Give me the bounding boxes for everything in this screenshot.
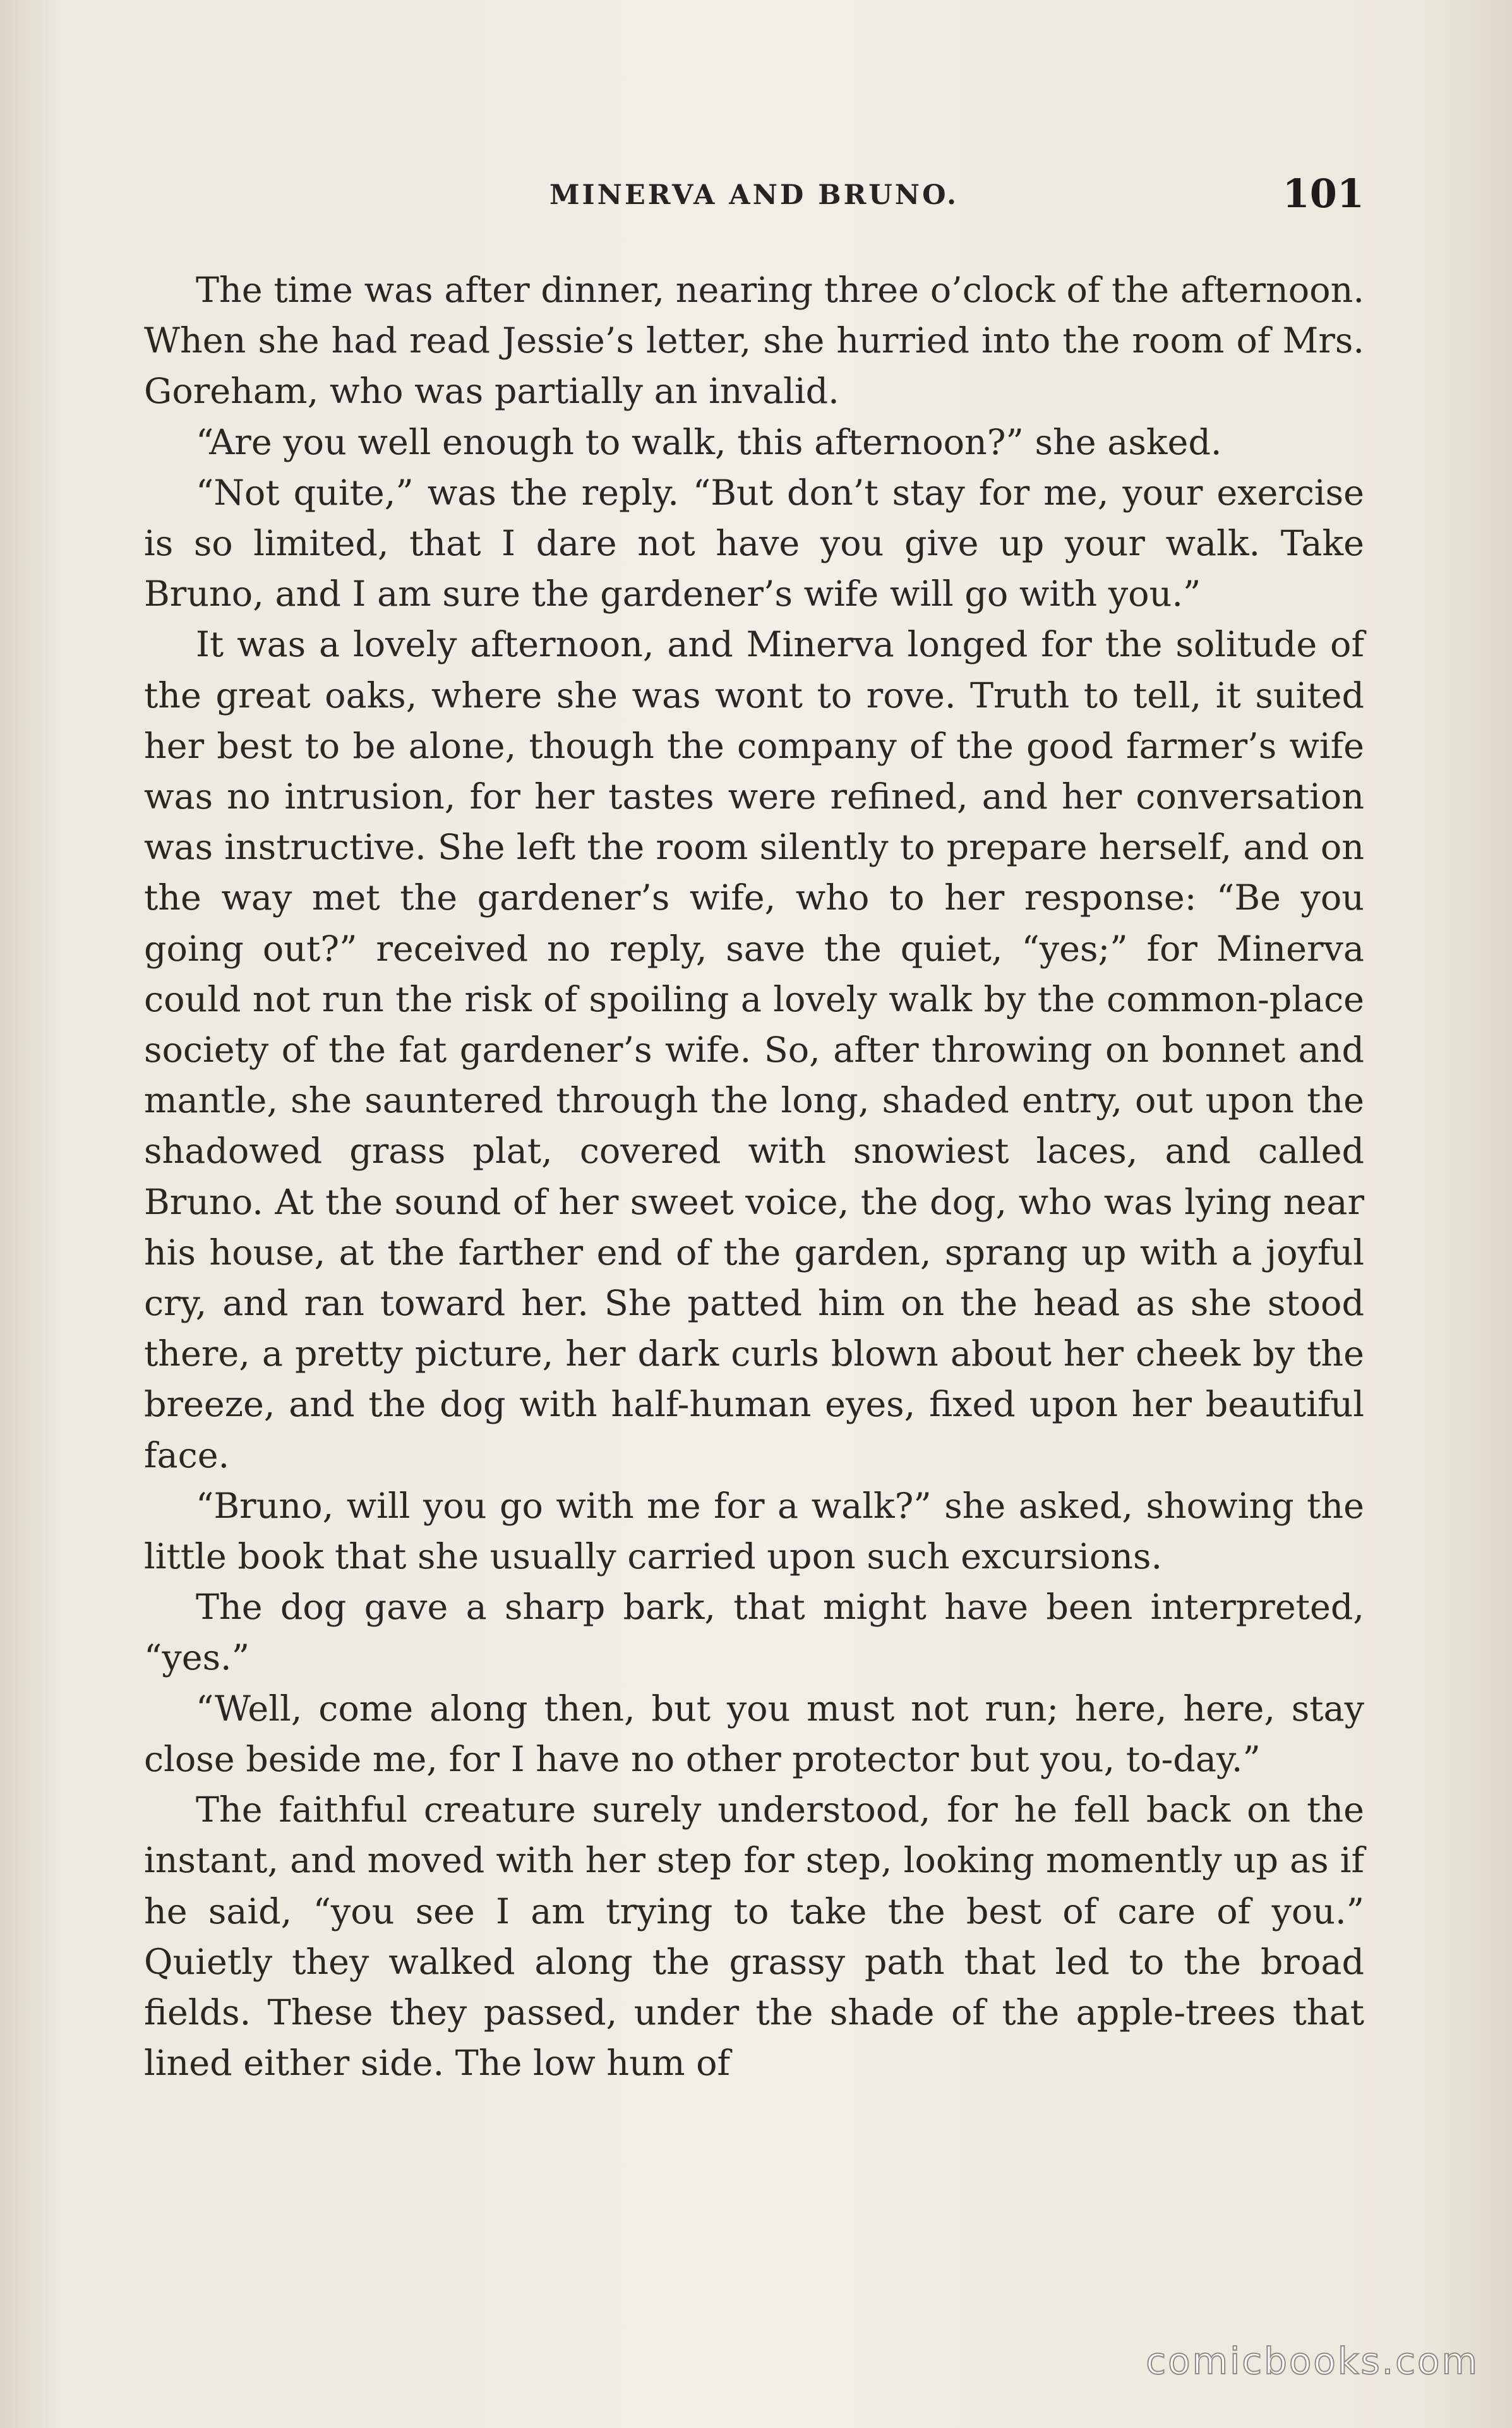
paragraph: “Not quite,” was the reply. “But don’t stay for me, your exercise is so limited, that I dare not have you give up your walk. Take Bruno, and I am sure the gardener’s wife will go with you.” xyxy=(144,472,1364,615)
running-title: MINERVA AND BRUNO. xyxy=(549,179,959,211)
page-number: 101 xyxy=(1282,171,1364,217)
body-text xyxy=(144,265,1364,2089)
paragraph: “Well, come along then, but you must not run; here, here, stay close beside me, for I have no other protector but you, to-day.” xyxy=(144,1688,1364,1780)
paragraph: The faithful creature surely understood, for he fell back on the instant, and moved with her step for step, looking momently up as if he said, “you see I am trying to take the best of care of you.” Quietly they walked along the grassy path that led to the broad fields. These they passed, under the shade of the apple-trees that lined either side. The low hum of xyxy=(144,1789,1364,2084)
page-header xyxy=(144,171,1364,227)
paragraph: It was a lovely afternoon, and Minerva longed for the solitude of the great oaks, where she was wont to rove. Truth to tell, it suited her best to be alone, though the company of the good farmer’s wife was no intrusion, for her tastes were refined, and her conversation was instructive. She left the room silently to prepare herself, and on the way met the gardener’s wife, who to her response: “Be you going out?” received no reply, save the quiet, “yes;” for Minerva could not run the risk of spoiling a lovely walk by the common-place society of the fat gardener’s wife. So, after throwing on bonnet and mantle, she sauntered through the long, shaded entry, out upon the shadowed grass plat, covered with snowiest laces, and called Bruno. At the sound of her sweet voice, the dog, who was lying near his house, at the farther end of the garden, sprang up with a joyful cry, and ran toward her. She patted him on the head as she stood there, a pretty picture, her dark curls blown about her cheek by the breeze, and the dog with half-human eyes, fixed upon her beautiful face. xyxy=(144,624,1364,1476)
paragraph: “Are you well enough to walk, this afternoon?” she asked. xyxy=(196,421,1222,463)
paragraph: The time was after dinner, nearing three o’clock of the afternoon. When she had read Jessie’s letter, she hurried into the room of Mrs. Goreham, who was partially an invalid. xyxy=(144,270,1364,412)
paragraph: “Bruno, will you go with me for a walk?” she asked, showing the little book that she usually carried upon such excursions. xyxy=(144,1485,1364,1578)
paragraph: The dog gave a sharp bark, that might have been interpreted, “yes.” xyxy=(144,1587,1364,1679)
watermark: comicbooks.com xyxy=(1146,2340,1479,2383)
